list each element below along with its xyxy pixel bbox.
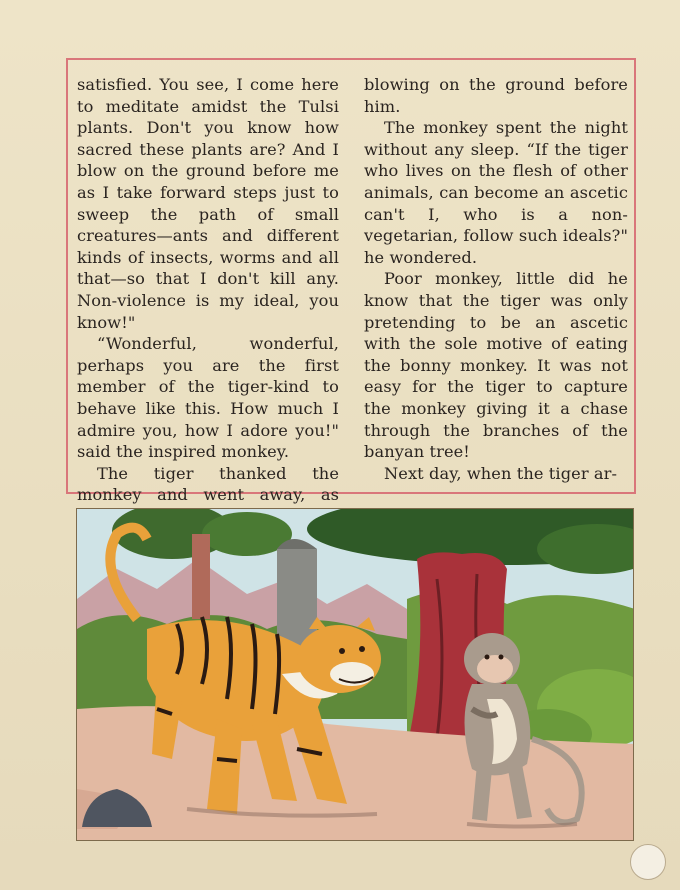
library-stamp-icon xyxy=(630,844,666,880)
paragraph-2: “Wonderful, wonderful, perhaps you are the first member of the tiger-kind to behave like this. How much I admire you, how I adore you!" said the inspired monkey. xyxy=(77,334,339,462)
right-text-column xyxy=(364,74,628,484)
tiger-and-monkey-scene xyxy=(77,509,634,841)
paragraph-5: The monkey spent the night without any sleep. “If the tiger who lives on the flesh of other animals, can become an ascetic can't I, who is a non-vegetarian, follow such ideals?" he wondered. xyxy=(364,118,628,267)
story-text-frame xyxy=(66,58,636,505)
paragraph-1: satisfied. You see, I come here to meditate amidst the Tulsi plants. Don't you know how sacred these plants are? And I blow on the ground before me as I take forward steps just to sweep the path of small creatures—ants and different kinds of insects, worms and all that—so that I don't kill any. Non-violence is my ideal, you know!" xyxy=(77,75,339,332)
paragraph-3: The tiger thanked the monkey and went away, as xyxy=(77,463,339,505)
left-text-column xyxy=(77,74,339,527)
paragraph-6: Poor monkey, little did he know that the tiger was only pretending to be an ascetic with the sole motive of eating the bonny monkey. It was not easy for the tiger to capture the monkey giving it a chase through the branches of the banyan tree! xyxy=(364,269,628,462)
paragraph-4: blowing on the ground before him. xyxy=(364,75,628,116)
paragraph-7: Next day, when the tiger ar- xyxy=(384,463,618,483)
story-illustration xyxy=(76,508,634,841)
